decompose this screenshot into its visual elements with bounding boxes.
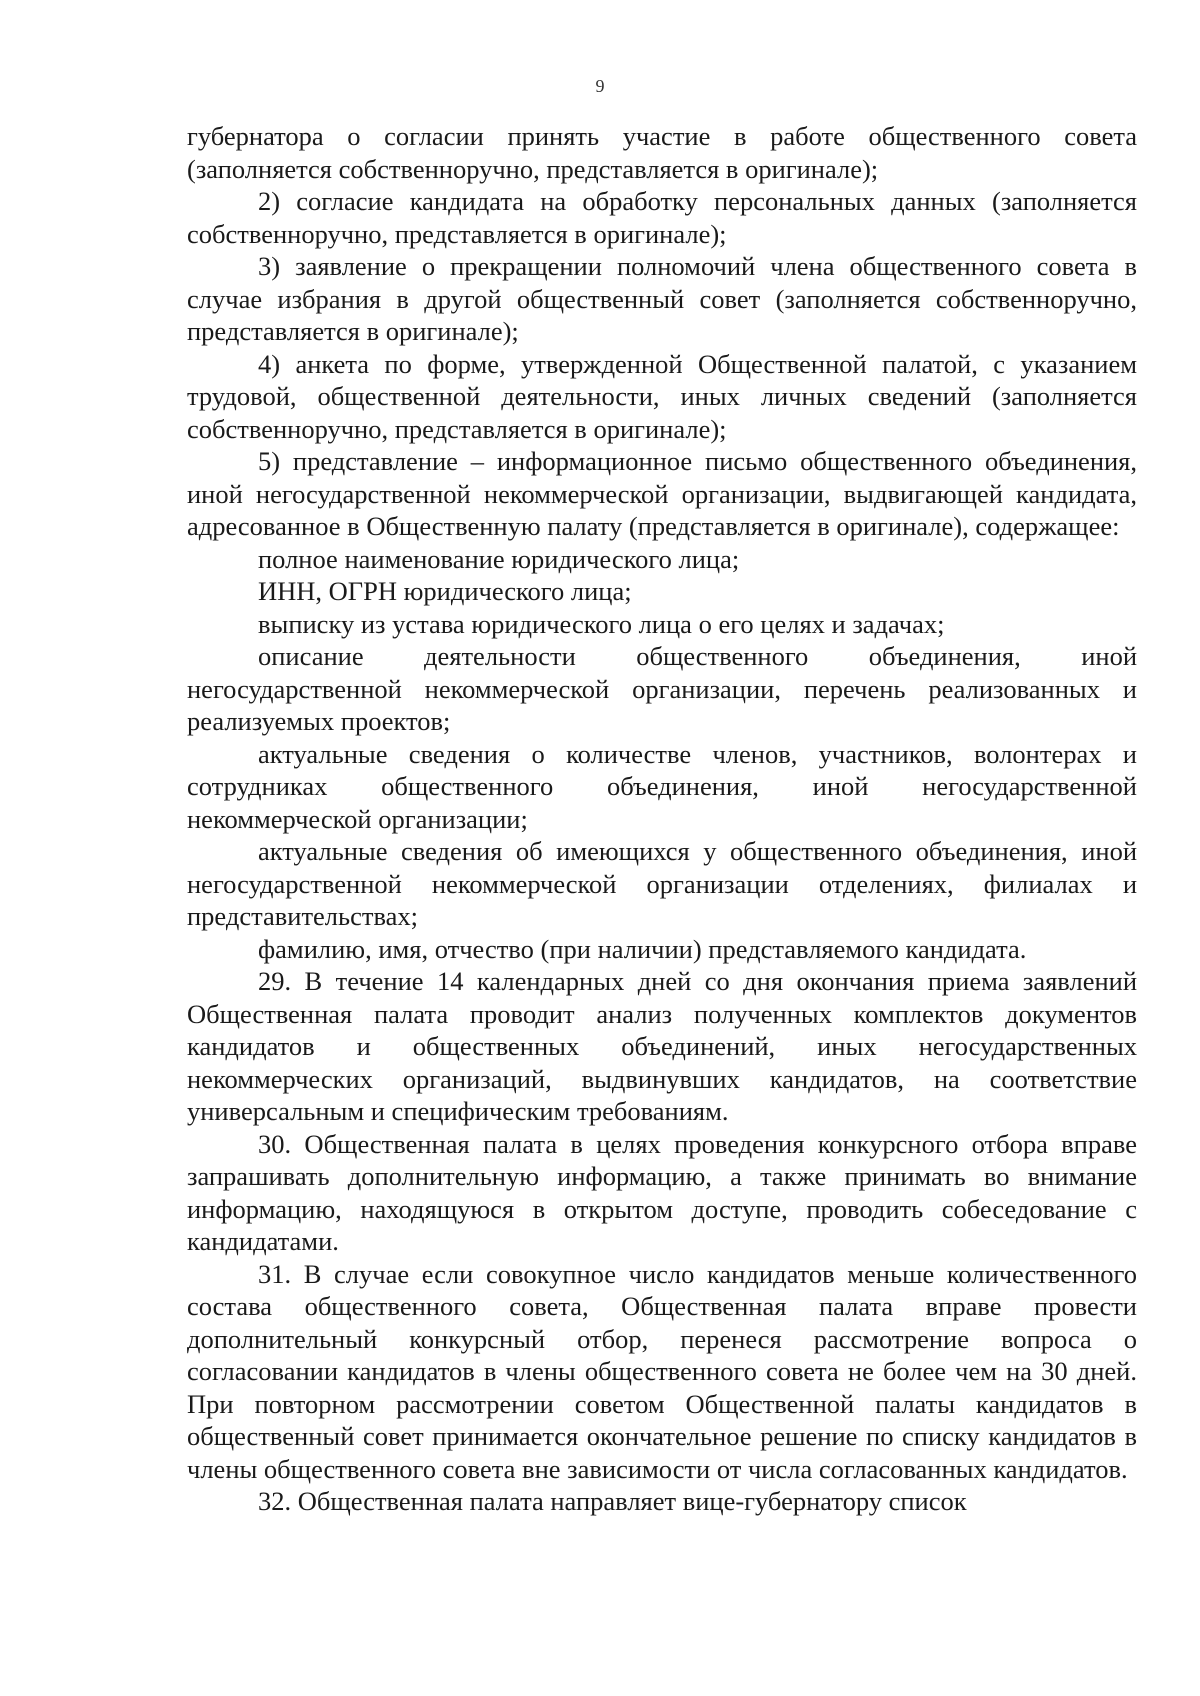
list-item-2-consent: 2) согласие кандидата на обработку персональных данных (заполняется собственноручно, представляется в оригинале); (187, 186, 1137, 249)
clause-31: 31. В случае если совокупное число кандидатов меньше количественного состава общественного совета, Общественная палата вправе провести дополнительный конкурсный отбор, перенеся рассмотрение вопроса о согласовании кандидатов в члены общественного совета не более чем на 30 дней. При повторном рассмотрении советом Общественной палаты кандидатов в общественный совет принимается окончательное решение по списку кандидатов в члены общественного совета вне зависимости от числа согласованных кандидатов. (187, 1258, 1137, 1484)
page-number: 9 (595, 76, 605, 96)
list-item-5-representation-letter: 5) представление – информационное письмо общественного объединения, иной негосударственной некоммерческой организации, выдвигающей кандидата, адресованное в Общественную палату (представляется в оригинале), содержащее: (187, 446, 1137, 541)
list-item-3-resignation-statement: 3) заявление о прекращении полномочий члена общественного совета в случае избрания в другой общественный совет (заполняется собственноручно, представляется в оригинале); (187, 251, 1137, 346)
clause-29: 29. В течение 14 календарных дней со дня окончания приема заявлений Общественная палата проводит анализ полученных комплектов документов кандидатов и общественных объединений, иных негосударственных некоммерческих организаций, выдвинувших кандидатов, на соответствие универсальным и специфическим требованиям. (187, 966, 1137, 1126)
sub-item-candidate-name: фамилию, имя, отчество (при наличии) представляемого кандидата. (258, 933, 1027, 964)
paragraph-continuation: губернатора о согласии принять участие в работе общественного совета (заполняется собственноручно, представляется в оригинале); (187, 121, 1137, 184)
sub-item-branches: актуальные сведения об имеющихся у общественного объединения, иной негосударственной некоммерческой организации отделениях, филиалах и представительствах; (187, 836, 1137, 931)
sub-item-inn-ogrn: ИНН, ОГРН юридического лица; (258, 576, 632, 606)
sub-item-full-name: полное наименование юридического лица; (258, 543, 740, 574)
clause-30: 30. Общественная палата в целях проведения конкурсного отбора вправе запрашивать дополнительную информацию, а также принимать во внимание информацию, находящуюся в открытом доступе, проводить собеседование с кандидатами. (187, 1128, 1137, 1256)
clause-32: 32. Общественная палата направляет вице-губернатору список (258, 1486, 967, 1516)
list-item-4-questionnaire: 4) анкета по форме, утвержденной Общественной палатой, с указанием трудовой, общественной деятельности, иных личных сведений (заполняется собственноручно, представляется в оригинале); (187, 348, 1137, 444)
sub-item-member-count: актуальные сведения о количестве членов, участников, волонтерах и сотрудниках общественного объединения, иной негосударственной некоммерческой организации; (187, 738, 1137, 834)
sub-item-activity-description: описание деятельности общественного объединения, иной негосударственной некоммерческой организации, перечень реализованных и реализуемых проектов; (187, 641, 1137, 736)
document-body (187, 120, 1137, 1518)
sub-item-charter-extract: выписку из устава юридического лица о его целях и задачах; (258, 608, 945, 639)
